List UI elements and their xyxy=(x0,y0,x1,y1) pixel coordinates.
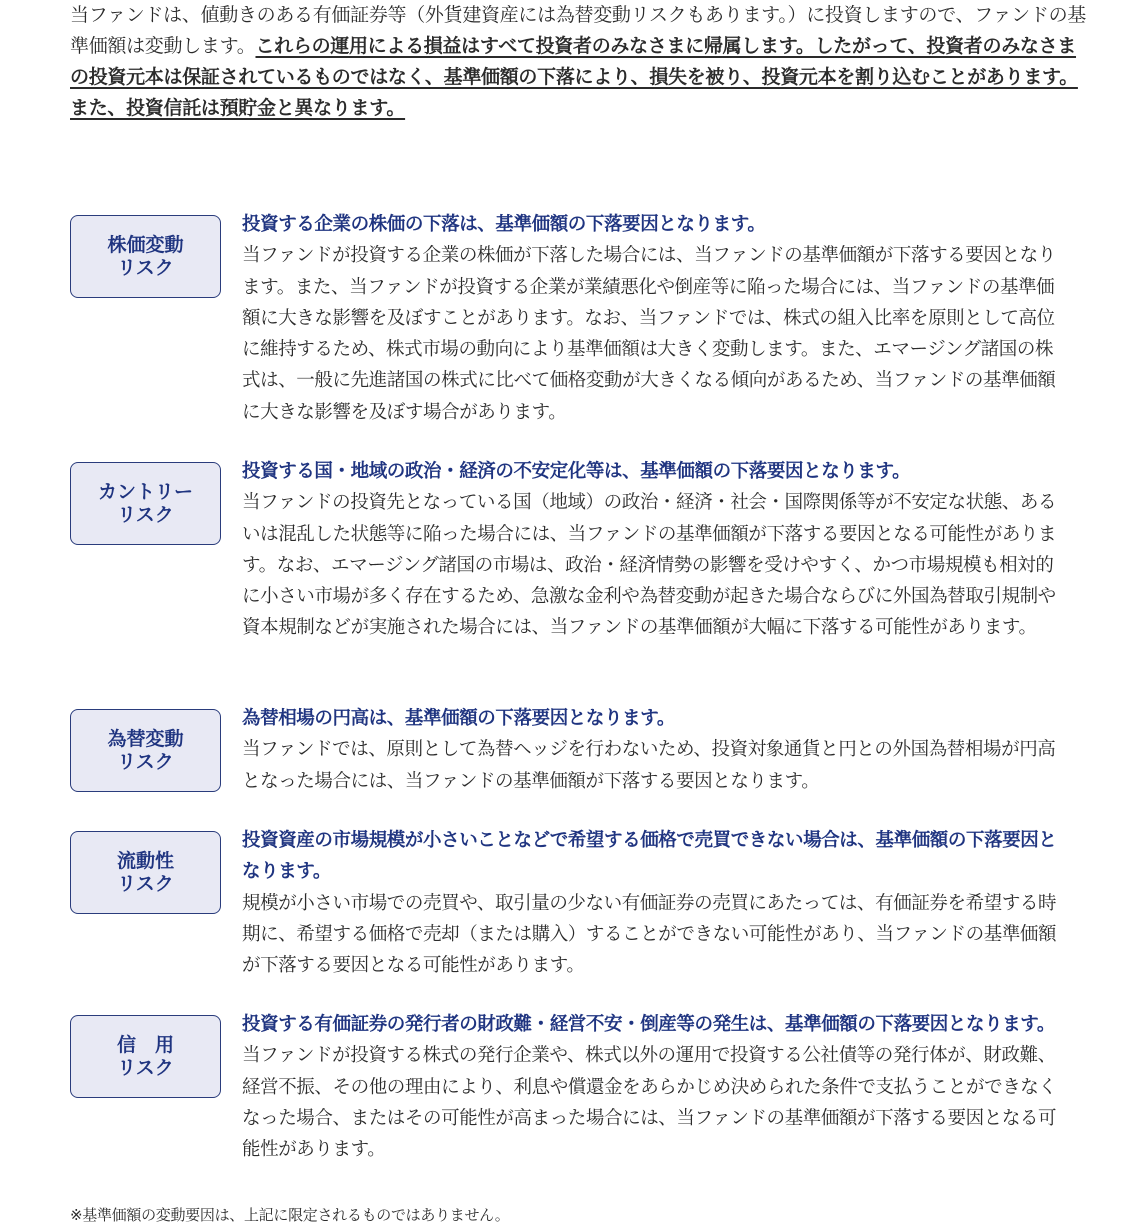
risk-body xyxy=(242,703,1070,797)
risk-description: 当ファンドが投資する企業の株価が下落した場合には、当ファンドの基準価額が下落する要因となります。また、当ファンドが投資する企業が業績悪化や倒産等に陥った場合には、当ファンドの基準価額に大きな影響を及ぼすことがあります。なお、当ファンドでは、株式の組入比率を原則として高位に維持するため、株式市場の動向により基準価額は大きく変動します。また、エマージング諸国の株式は、一般に先進諸国の株式に比べて価格変動が大きくなる傾向があるため、当ファンドの基準価額に大きな影響を及ぼす場合があります。 xyxy=(242,245,1056,423)
risk-label-line2: リスク xyxy=(117,503,174,526)
risk-heading: 投資する企業の株価の下落は、基準価額の下落要因となります。 xyxy=(242,214,766,235)
risk-heading: 投資する国・地域の政治・経済の不安定化等は、基準価額の下落要因となります。 xyxy=(242,461,911,482)
risk-heading: 投資資産の市場規模が小さいことなどで希望する価格で売買できない場合は、基準価額の下落要因となります。 xyxy=(242,830,1057,883)
risk-heading: 投資する有価証券の発行者の財政難・経営不安・倒産等の発生は、基準価額の下落要因となります。 xyxy=(242,1014,1056,1035)
risk-label-line2: リスク xyxy=(117,1056,174,1079)
risk-body xyxy=(242,825,1070,981)
risk-description: 当ファンドの投資先となっている国（地域）の政治・経済・社会・国際関係等が不安定な状態、あるいは混乱した状態等に陥った場合には、当ファンドの基準価額が下落する要因となる可能性があります。なお、エマージング諸国の市場は、政治・経済情勢の影響を受けやすく、かつ市場規模も相対的に小さい市場が多く存在するため、急激な金利や為替変動が起きた場合ならびに外国為替取引規制や資本規制などが実施された場合には、当ファンドの基準価額が大幅に下落する可能性があります。 xyxy=(242,492,1057,639)
intro-paragraph xyxy=(70,0,1090,124)
risk-description: 当ファンドでは、原則として為替ヘッジを行わないため、投資対象通貨と円との外国為替相場が円高となった場合には、当ファンドの基準価額が下落する要因となります。 xyxy=(242,739,1056,792)
risk-heading: 為替相場の円高は、基準価額の下落要因となります。 xyxy=(242,708,675,729)
intro-plain-text: 当ファンドは、値動きのある有価証券等（外貨建資産には為替変動リスクもあります。）に投資しますので、ファンドの基準価額は変動します。 xyxy=(70,4,1086,57)
risk-body xyxy=(242,456,1070,644)
intro-deposit-note: また、投資信託は預貯金と異なります。 xyxy=(70,97,406,119)
risk-label-badge xyxy=(70,1015,221,1098)
risk-label-line1: カントリー xyxy=(97,480,193,503)
risk-label-line1: 為替変動 xyxy=(107,727,184,750)
footnote: ※基準価額の変動要因は、上記に限定されるものではありません。 xyxy=(70,1206,510,1224)
risk-description: 規模が小さい市場での売買や、取引量の少ない有価証券の売買にあたっては、有価証券を希望する時期に、希望する価格で売却（または購入）することができない可能性があり、当ファンドの基準価額が下落する要因となる可能性があります。 xyxy=(242,892,1057,977)
risk-label-badge xyxy=(70,215,221,298)
risk-label-line1: 株価変動 xyxy=(107,233,184,256)
risk-label-line1: 信 用 xyxy=(116,1033,174,1056)
risk-label-line1: 流動性 xyxy=(116,849,174,872)
risk-label-line2: リスク xyxy=(117,872,174,895)
risk-label-badge xyxy=(70,831,221,914)
risk-label-badge xyxy=(70,462,221,545)
risk-label-line2: リスク xyxy=(117,750,174,773)
risk-description: 当ファンドが投資する株式の発行企業や、株式以外の運用で投資する公社債等の発行体が、財政難、経営不振、その他の理由により、利息や償還金をあらかじめ決められた条件で支払うことができなくなった場合、またはその可能性が高まった場合には、当ファンドの基準価額が下落する要因となる可能性があります。 xyxy=(242,1045,1057,1161)
risk-body xyxy=(242,1009,1070,1165)
risk-label-badge xyxy=(70,709,221,792)
risk-body xyxy=(242,209,1070,428)
intro-emphasis-text: これらの運用による損益はすべて投資者のみなさまに帰属します。したがって、投資者のみなさまの投資元本は保証されているものではなく、基準価額の下落により、損失を被り、投資元本を割り込むことがあります。 xyxy=(70,35,1078,88)
risk-label-line2: リスク xyxy=(117,256,174,279)
